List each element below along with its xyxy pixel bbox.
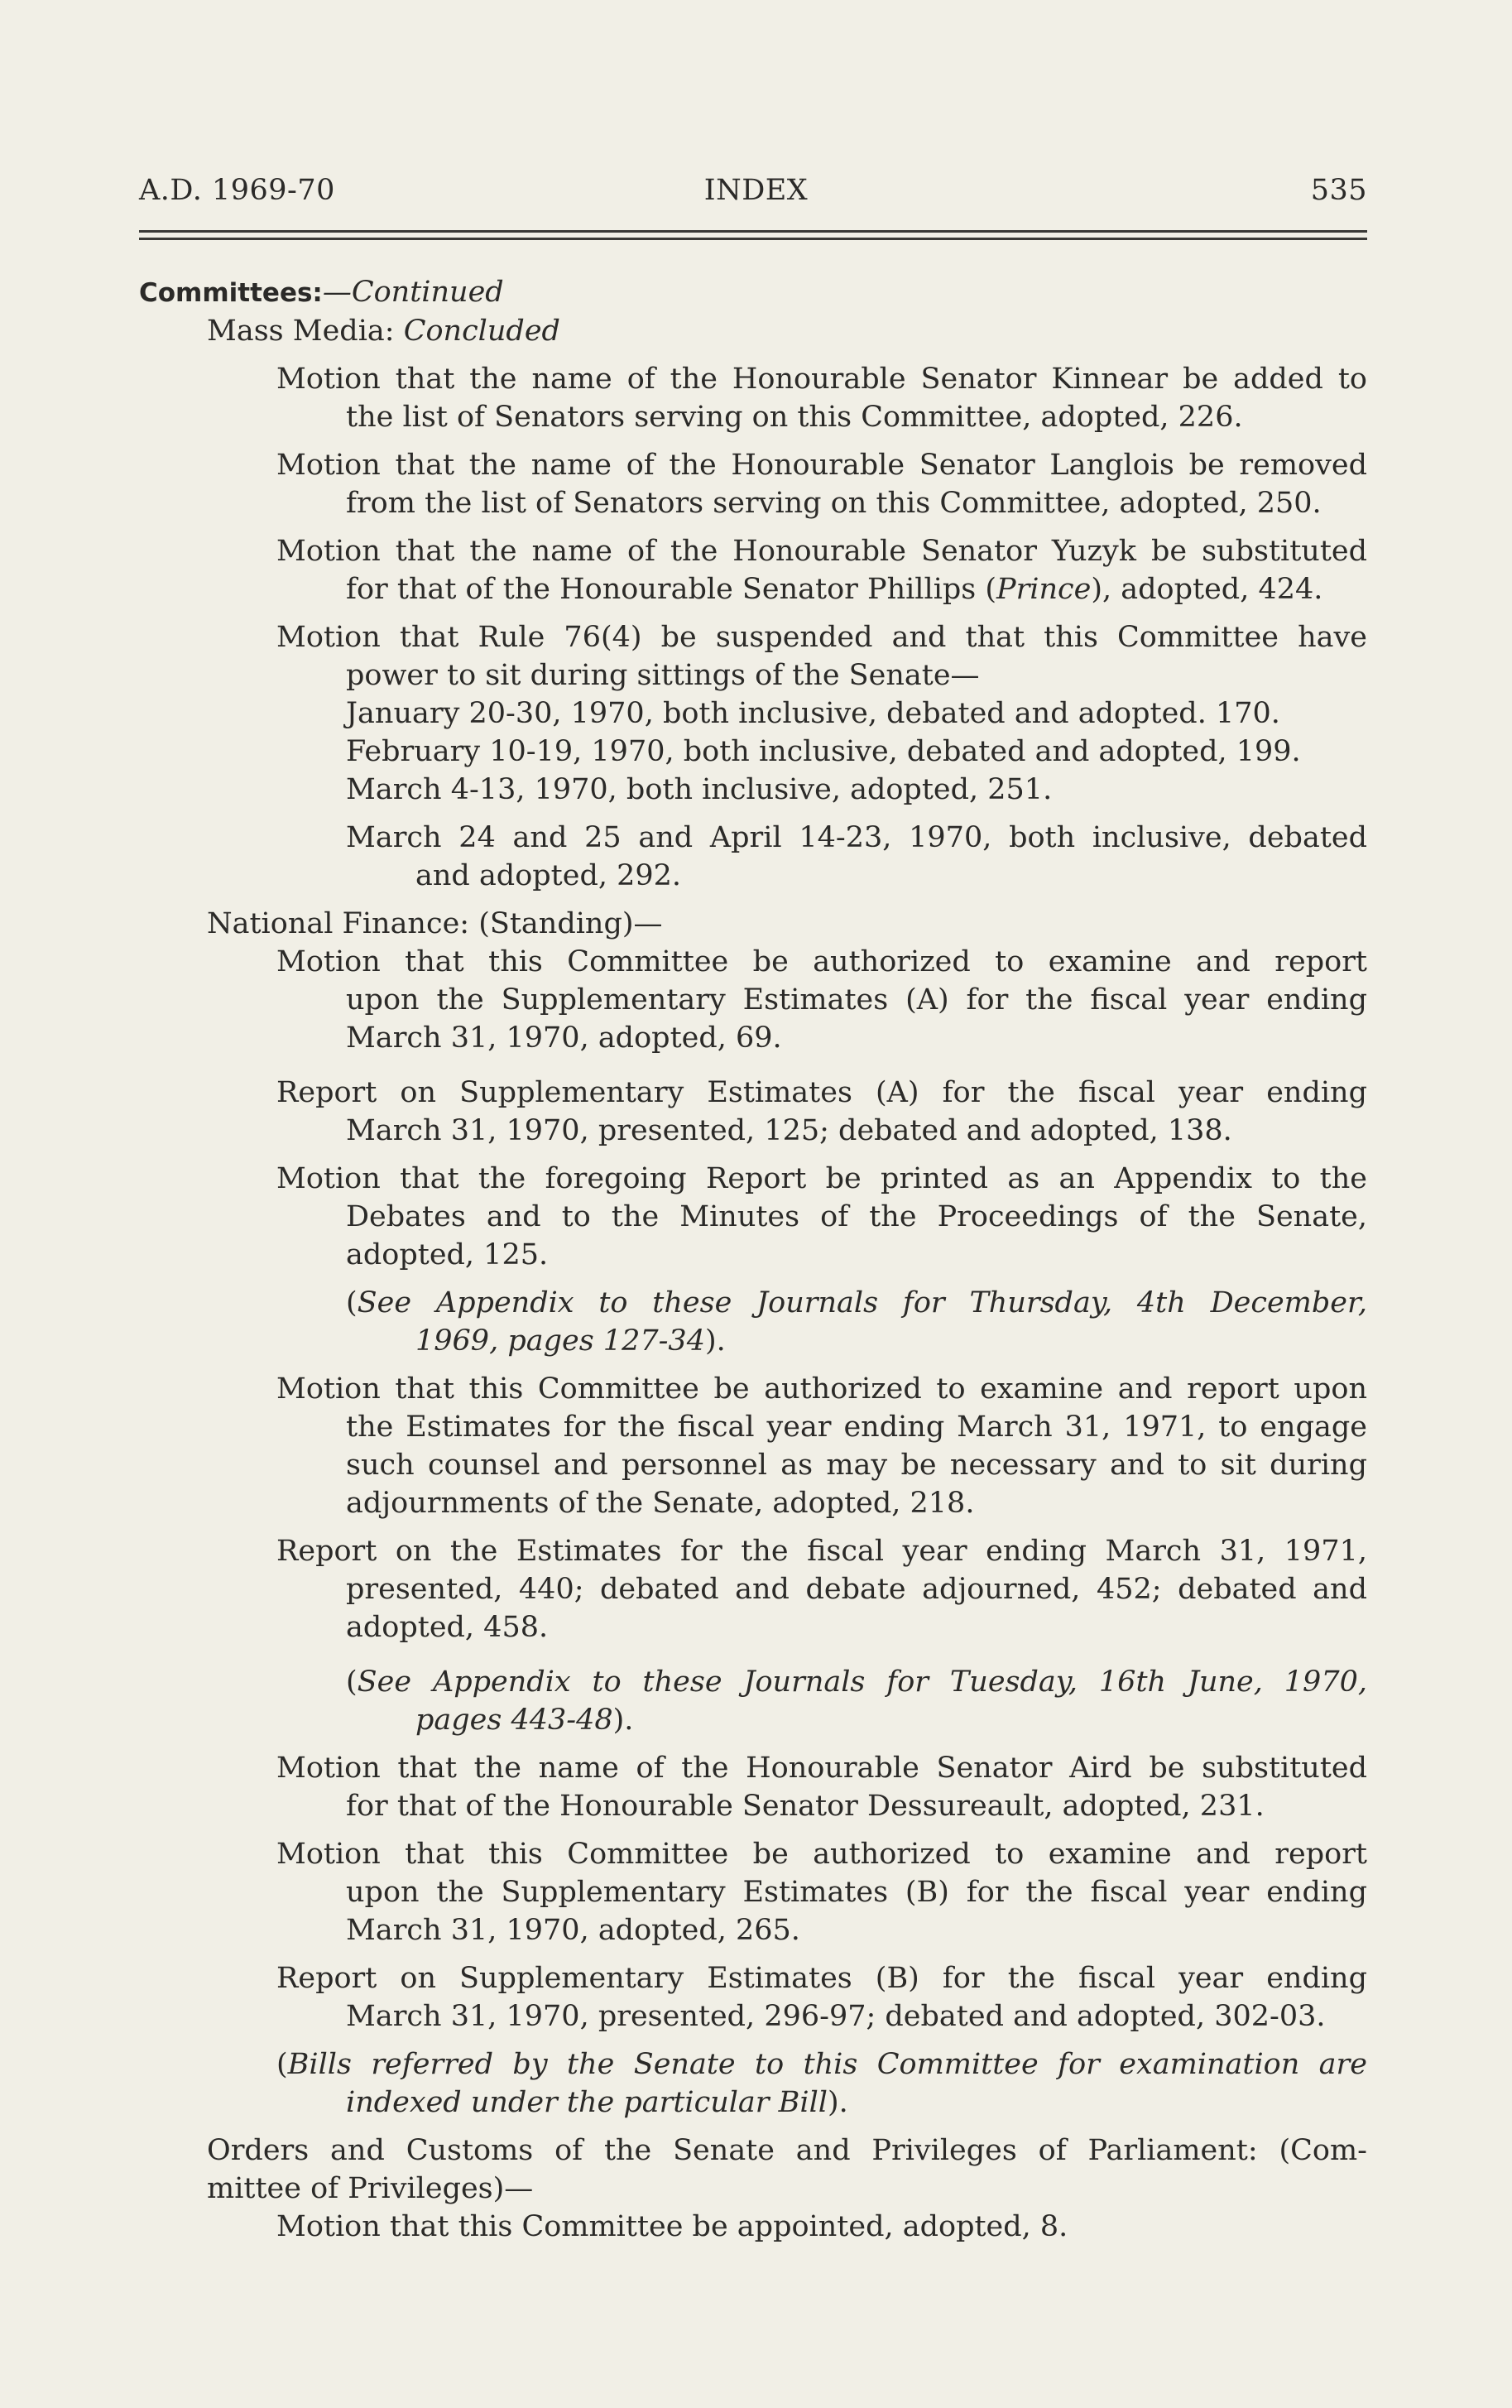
section-heading: Committees:—Continued: [139, 276, 504, 309]
header-page-number: 535: [1310, 174, 1367, 207]
subheading: mittee of Privileges)—: [207, 2172, 534, 2205]
index-entry: Motion that this Committee be authorized to examine and report: [276, 945, 1367, 978]
index-entry: Motion that the foregoing Report be printed as an Appendix to the: [276, 1162, 1367, 1195]
bills-note: indexed under the particular Bill).: [346, 2086, 848, 2119]
index-entry: Report on Supplementary Estimates (B) for the fiscal year ending: [276, 1962, 1367, 1995]
index-entry: Debates and to the Minutes of the Proceedings of the Senate,: [346, 1200, 1367, 1233]
appendix-note: (See Appendix to these Journals for Thursday, 4th December,: [346, 1286, 1367, 1319]
index-entry: for that of the Honourable Senator Dessureault, adopted, 231.: [346, 1790, 1265, 1823]
index-entry: Motion that the name of the Honourable Senator Langlois be removed: [276, 449, 1367, 482]
index-entry: Motion that this Committee be authorized to examine and report: [276, 1838, 1367, 1871]
index-entry: Report on the Estimates for the fiscal year ending March 31, 1971,: [276, 1535, 1367, 1568]
index-entry: March 4-13, 1970, both inclusive, adopted, 251.: [346, 773, 1053, 806]
index-entry: March 31, 1970, adopted, 265.: [346, 1914, 800, 1947]
index-entry: the Estimates for the fiscal year ending March 31, 1971, to engage: [346, 1411, 1367, 1444]
index-body: [139, 273, 1380, 2246]
index-entry: January 20-30, 1970, both inclusive, debated and adopted. 170.: [346, 697, 1280, 730]
index-entry: March 24 and 25 and April 14-23, 1970, both inclusive, debated: [346, 821, 1367, 854]
index-entry: Report on Supplementary Estimates (A) for the fiscal year ending: [276, 1076, 1367, 1109]
index-entry: presented, 440; debated and debate adjourned, 452; debated and: [346, 1573, 1367, 1606]
index-entry: for that of the Honourable Senator Phillips (Prince), adopted, 424.: [346, 573, 1323, 606]
index-entry: Motion that this Committee be appointed, adopted, 8.: [276, 2210, 1068, 2243]
index-entry: Motion that this Committee be authorized to examine and report upon: [276, 1372, 1367, 1406]
index-entry: upon the Supplementary Estimates (A) for the fiscal year ending: [346, 983, 1367, 1017]
index-entry: Motion that Rule 76(4) be suspended and that this Committee have: [276, 621, 1367, 654]
index-entry: power to sit during sittings of the Senate—: [346, 659, 980, 692]
index-entry: from the list of Senators serving on this Committee, adopted, 250.: [346, 487, 1322, 520]
index-entry: March 31, 1970, presented, 296-97; debated and adopted, 302-03.: [346, 2000, 1326, 2033]
bills-note: (Bills referred by the Senate to this Committee for examination are: [276, 2048, 1367, 2081]
header-rule-top: [139, 230, 1367, 233]
subheading: Mass Media: Concluded: [207, 315, 560, 348]
index-entry: such counsel and personnel as may be necessary and to sit during: [346, 1449, 1367, 1482]
index-entry: March 31, 1970, presented, 125; debated and adopted, 138.: [346, 1114, 1232, 1147]
index-entry: Motion that the name of the Honourable Senator Yuzyk be substituted: [276, 535, 1367, 568]
index-entry: the list of Senators serving on this Committee, adopted, 226.: [346, 401, 1243, 434]
header-years: A.D. 1969-70: [139, 174, 335, 207]
index-entry: Motion that the name of the Honourable Senator Aird be substituted: [276, 1752, 1367, 1785]
index-entry: March 31, 1970, adopted, 69.: [346, 1021, 782, 1055]
index-entry: February 10-19, 1970, both inclusive, debated and adopted, 199.: [346, 735, 1301, 768]
appendix-note: (See Appendix to these Journals for Tuesday, 16th June, 1970,: [346, 1665, 1367, 1699]
subheading: National Finance: (Standing)—: [207, 907, 663, 940]
subheading: Orders and Customs of the Senate and Privileges of Parliament: (Com-: [207, 2134, 1367, 2167]
index-entry: adopted, 125.: [346, 1238, 549, 1271]
header-title: INDEX: [703, 174, 809, 207]
appendix-note: pages 443-48).: [415, 1704, 634, 1737]
index-entry: adopted, 458.: [346, 1611, 549, 1644]
index-entry: Motion that the name of the Honourable Senator Kinnear be added to: [276, 363, 1367, 396]
index-entry: and adopted, 292.: [415, 859, 682, 892]
index-entry: adjournments of the Senate, adopted, 218.: [346, 1487, 975, 1520]
header-rule-bottom: [139, 238, 1367, 240]
appendix-note: 1969, pages 127-34).: [415, 1324, 726, 1358]
index-entry: upon the Supplementary Estimates (B) for the fiscal year ending: [346, 1876, 1367, 1909]
